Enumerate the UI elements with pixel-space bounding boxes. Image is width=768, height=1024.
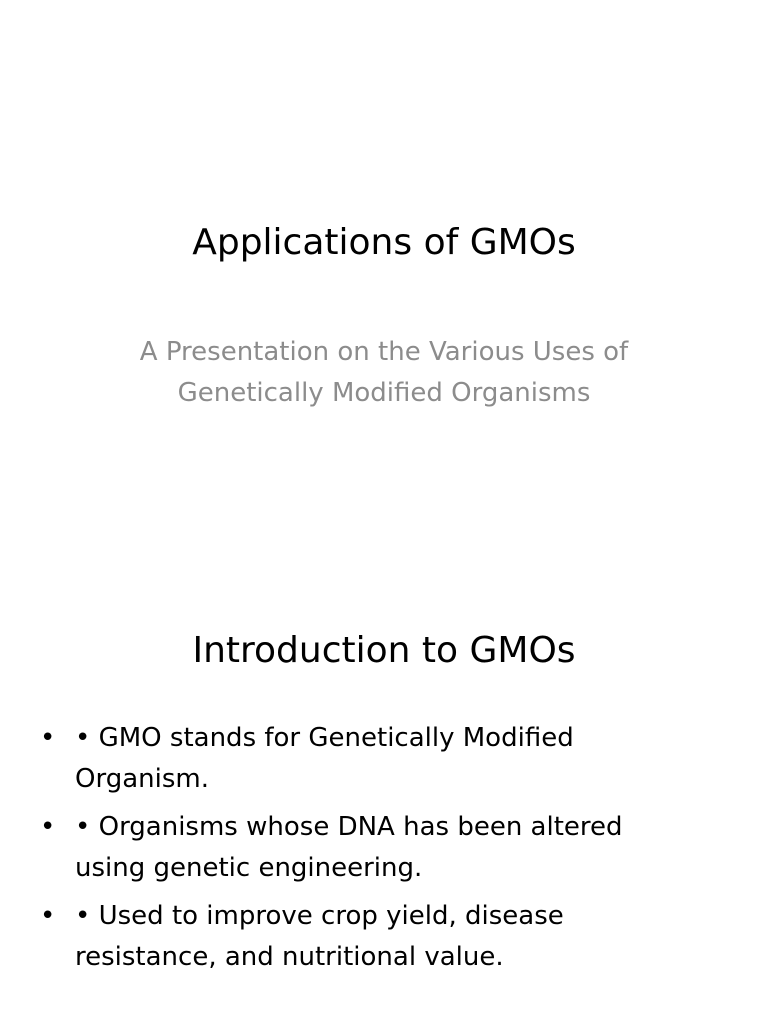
bullet-marker: • [40, 723, 56, 753]
bullet-marker: • [40, 901, 56, 931]
bullet-marker: • [40, 812, 56, 842]
slide-introduction [0, 512, 768, 1024]
slide-heading: Introduction to GMOs [192, 630, 576, 671]
bullet-text: • GMO stands for Genetically Modified Organism. [75, 723, 574, 794]
bullet-item [40, 896, 700, 978]
bullet-list [40, 718, 700, 985]
slide-title-heading: Applications of GMOs [192, 222, 576, 263]
bullet-text: • Organisms whose DNA has been altered using genetic engineering. [75, 812, 623, 883]
bullet-text: • Used to improve crop yield, disease resistance, and nutritional value. [75, 901, 564, 972]
slide-subtitle: A Presentation on the Various Uses of Genetically Modified Organisms [139, 337, 629, 408]
bullet-item [40, 718, 700, 800]
bullet-item [40, 807, 700, 889]
